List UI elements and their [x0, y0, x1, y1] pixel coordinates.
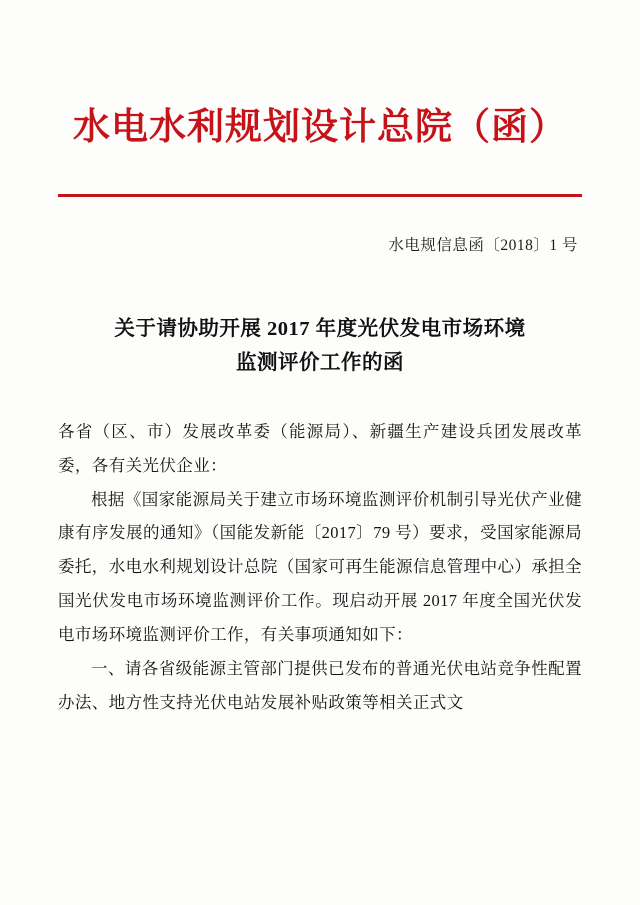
- document-subject-line-1: 关于请协助开展 2017 年度光伏发电市场环境: [114, 318, 526, 341]
- document-subject: [58, 313, 582, 381]
- body-paragraph-item-one: 一、请各省级能源主管部门提供已发布的普通光伏电站竞争性配置办法、地方性支持光伏电站发展补贴政策等相关正式文: [58, 658, 582, 712]
- document-title: 水电水利规划设计总院（函）: [73, 104, 567, 148]
- document-number: 水电规信息函〔2018〕1 号: [388, 237, 578, 255]
- document-body: [58, 415, 582, 719]
- document-subject-line-2: 监测评价工作的函: [236, 352, 404, 375]
- red-divider-rule: [58, 194, 582, 197]
- body-paragraph-background: 根据《国家能源局关于建立市场环境监测评价机制引导光伏产业健康有序发展的通知》（国能发新能〔2017〕79 号）要求，受国家能源局委托，水电水利规划设计总院（国家可再生能源信息管理中心）承担全国光伏发电市场环境监测评价工作。现启动开展 2017 年度全国光伏发电市场环境监测评价工作，有关事项通知如下：: [58, 489, 582, 644]
- body-paragraph-salutation: 各省（区、市）发展改革委（能源局）、新疆生产建设兵团发展改革委，各有关光伏企业：: [58, 422, 582, 475]
